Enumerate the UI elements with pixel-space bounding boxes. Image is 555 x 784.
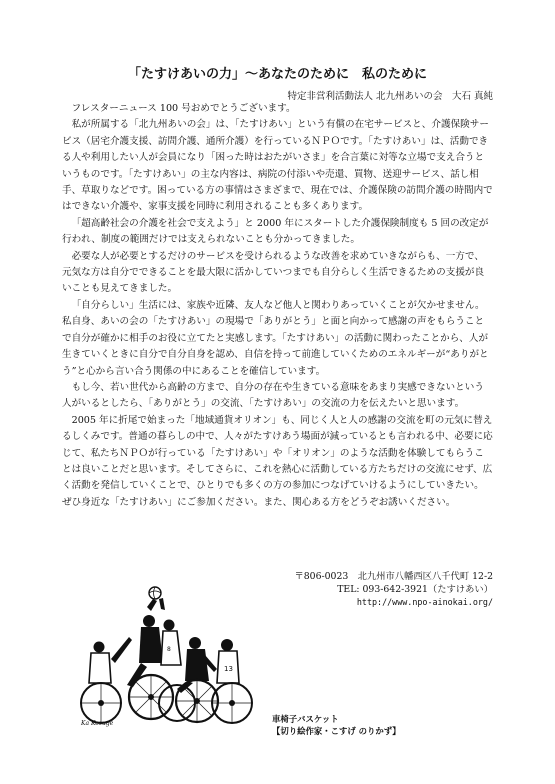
svg-text:8: 8 (167, 646, 171, 653)
paragraph-own-life: 「自分らしい」生活には、家族や近隣、友人など他人と関わりあっていくことが欠かせません。私自身、あいの会の「たすけあい」の現場で「ありがとう」と面と向かって感謝の声をもらうことで自分が確かに相手のお役に立てたと実感します。「たすけあい」の活動に関わったことから、人が生きていくときに自分で自分自身を認め、自信を持って前進していくためのエネルギーが“ありがとう”と心から言い合う関係の中にあることを確信しています。 (62, 299, 489, 377)
svg-text:Ka Kozuge: Ka Kozuge (81, 720, 114, 727)
article-title: 「たすけあいの力」～あなたのために 私のために (127, 67, 427, 82)
paragraph-about-association: 私が所属する「北九州あいの会」は、「たすけあい」という有償の在宅サービスと、介護保険サービス（居宅介護支援、訪問介護、通所介護）を行っているＮＰＯです。「たすけあい」は、活動できる人や利用したい人が会員になり「困った時はおたがいさま」を合言葉に対等な立場で支え合うというものです。「たすけあい」の主な内容は、病院の付添いや売還、買物、送迎サービス、話し相手、草取りなどです。困っている方の事情はさまざまで、現在では、介護保険の訪問介護の時間内ではできない介護や、家事支援を同時に利用されることも多くあります。 (62, 119, 493, 213)
paragraph-greeting: フレスターニュース 100 号おめでとうございます。 (71, 103, 296, 114)
postal-address: 〒806-0023 北九州市八幡西区八千代町 12-2 (294, 571, 493, 582)
contact-block (294, 570, 493, 609)
caption-title: 車椅子バスケット (272, 714, 339, 724)
paragraph-orion: 2005 年に折尾で始まった「地域通貨オリオン」も、同じく人と人の感謝の交流を町の元気に替えるしくみです。普通の暮らしの中で、人々がたすけあう場面が減っているとも言われる中、必要に応じて、私たちＮＰＯが行っている「たすけあい」や「オリオン」のような活動を体験してもらうことは良いことだと思います。そしてさらに、これを熱心に活動している方たちだけの交流にせず、広く活動を発信していくことで、ひとりでも多くの方の参加につなげていけるようにしていきたい。ぜひ身近な「たすけあい」にご参加ください。また、関心ある方をどうぞお誘いください。 (62, 414, 493, 508)
paragraph-care-insurance: 「超高齢社会の介護を社会で支えよう」と 2000 年にスタートした介護保険制度も 5 回の改定が行われ、制度の範囲だけでは支えられないことも分かってきました。 (62, 217, 489, 246)
svg-text:13: 13 (224, 665, 233, 673)
telephone: TEL: 093-642-3921（たすけあい） (337, 584, 493, 595)
paragraph-support: 必要な人が必要とするだけのサービスを受けられるような改善を求めていきながらも、一方で、元気な方は自分でできることを最大限に活かしていつまでも自分らしく生活できるための支援が良いことも見えてきました。 (62, 250, 485, 295)
article-body (62, 101, 493, 511)
artwork-caption (272, 713, 401, 737)
caption-artist: 【切り絵作家・こすげ のりかず】 (272, 726, 401, 736)
website-link[interactable]: http://www.npo-ainokai.org/ (356, 597, 493, 607)
paragraph-young-generation: もし今、若い世代から高齢の方まで、自分の存在や生きている意味をあまり実感できないという人がいるとしたら、「ありがとう」の交流、「たすけあい」の交流の力を伝えたいと思います。 (62, 381, 484, 410)
author-line: 特定非営利活動法人 北九州あいの会 大石 真純 (287, 91, 493, 102)
wheelchair-basketball-papercut (77, 585, 267, 735)
